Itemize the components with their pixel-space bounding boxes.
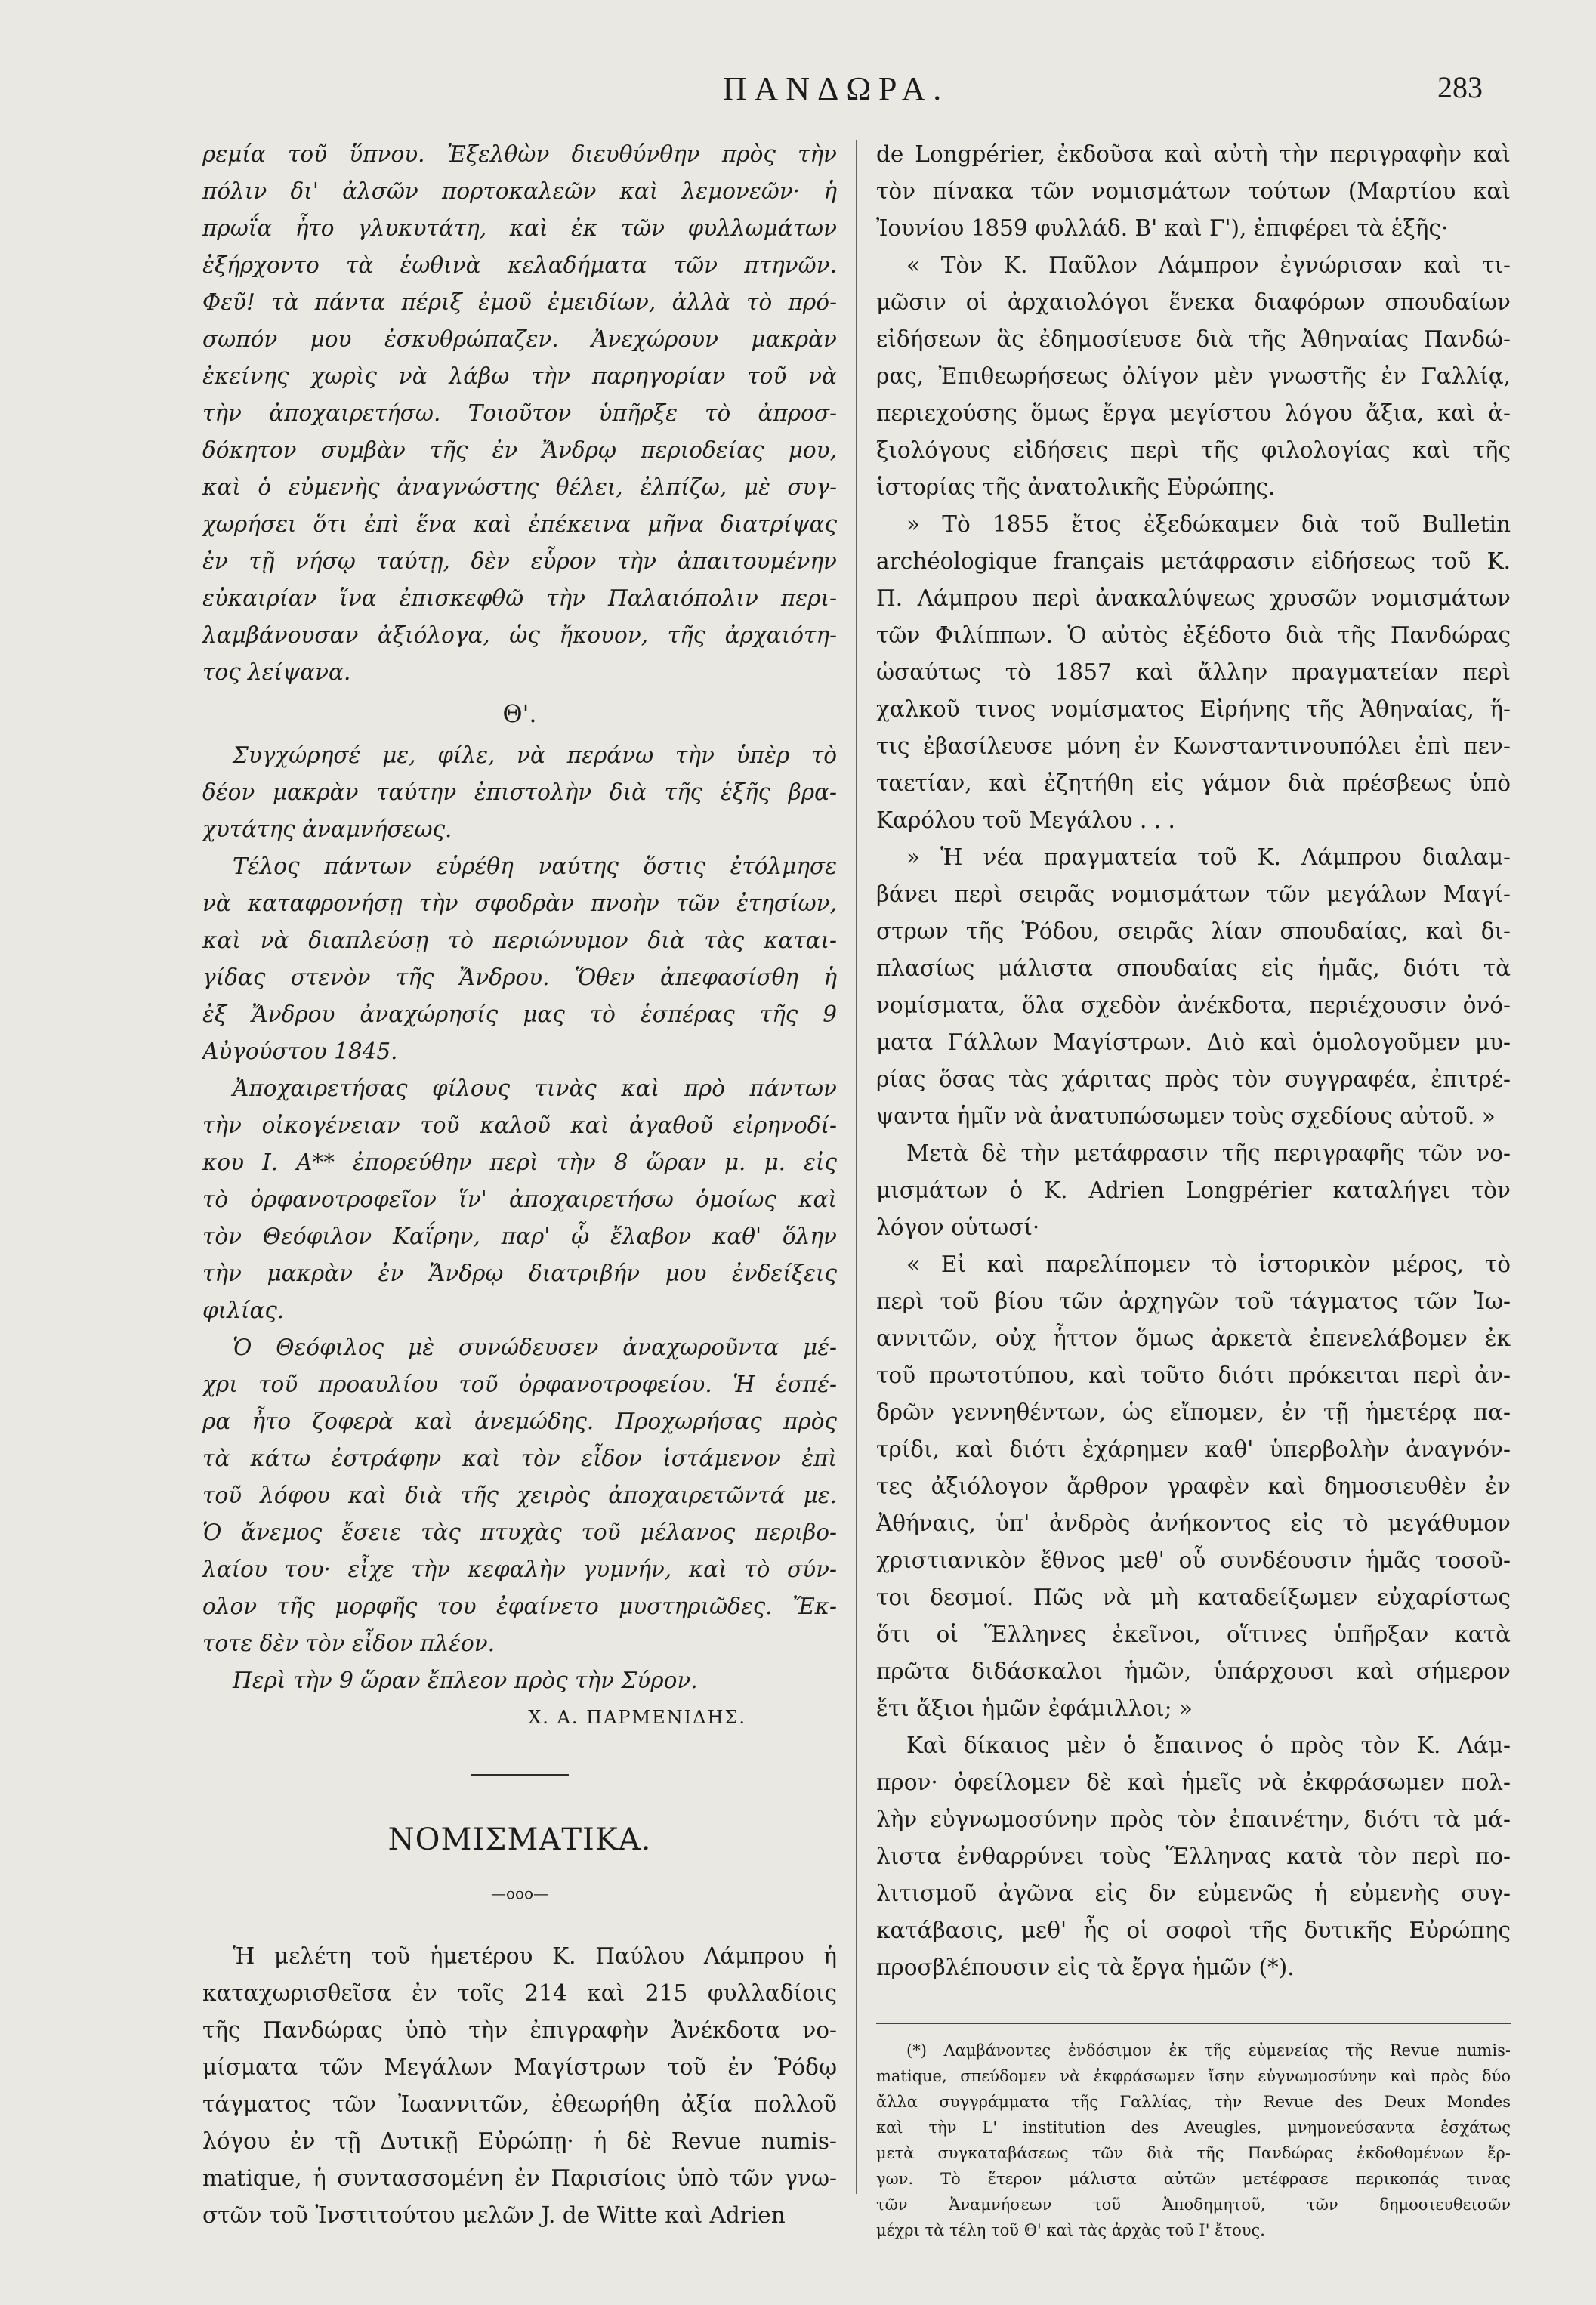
text-line: Π. Λάμπρου περὶ ἀνακαλύψεως χρυσῶν νομισμάτων [876, 585, 1511, 611]
left-para-7 [202, 1938, 837, 2234]
text-line: ψαντα ἡμῖν νὰ ἀνατυπώσωμεν τοὺς σχεδίους αὐτοῦ. » [876, 1103, 1496, 1129]
text-line: περὶ τοῦ βίου τῶν ἀρχηγῶν τοῦ τάγματος τῶν Ἰω- [876, 1288, 1511, 1314]
text-line: ολον τῆς μορφῆς του ἐφαίνετο μυστηριῶδες. Ἔκ- [202, 1594, 837, 1619]
text-line: de Longpérier, ἐκδοῦσα καὶ αὐτὴ τὴν περιγραφὴν καὶ [876, 141, 1511, 167]
text-line: τάγματος τῶν Ἰωαννιτῶν, ἐθεωρήθη ἀξία πολλοῦ [202, 2091, 837, 2117]
text-line: matique, ἡ συντασσομένη ἐν Παρισίοις ὑπὸ τῶν γνω- [202, 2165, 837, 2191]
text-line: ἄλλα συγγράμματα τῆς Γαλλίας, τὴν Revue des Deux Mondes [876, 2093, 1511, 2111]
text-line: χρι τοῦ προαυλίου τοῦ ὀρφανοτροφείου. Ἡ ἑσπέ- [202, 1372, 837, 1397]
text-line: λόγον οὑτωσί· [876, 1214, 1040, 1240]
text-line: ἐν τῇ νήσῳ ταύτῃ, δὲν εὗρον τὴν ἀπαιτουμένην [202, 548, 837, 574]
text-line: μετὰ συγκαταβάσεως τῶν διὰ τῆς Πανδώρας ἐκδοθομένων ἔρ- [876, 2144, 1511, 2162]
text-line: καταχωρισθεῖσα ἐν τοῖς 214 καὶ 215 φυλλαδίοις [202, 1980, 837, 2006]
text-line: γίδας στενὸν τῆς Ἄνδρου. Ὅθεν ἀπεφασίσθη ἡ [202, 964, 837, 990]
left-para-4 [202, 1070, 837, 1329]
text-line: δέον μακρὰν ταύτην ἐπιστολὴν διὰ τῆς ἑξῆς βρα- [202, 779, 837, 805]
section-number: Θ'. [502, 699, 537, 728]
text-line: τοῦ λόφου καὶ διὰ τῆς χειρὸς ἀποχαιρετῶντά με. [202, 1483, 837, 1508]
text-line: κατάβασις, μεθ' ἧς οἱ σοφοὶ τῆς δυτικῆς Εὐρώπης [876, 1918, 1511, 1943]
text-line: γων. Τὸ ἕτερον μάλιστα αὐτῶν μετέφρασε περικοπάς τινας [876, 2170, 1511, 2188]
text-line: Ἀποχαιρετήσας φίλους τινὰς καὶ πρὸ πάντων [233, 1075, 837, 1101]
text-line: εὐκαιρίαν ἵνα ἐπισκεφθῶ τὴν Παλαιόπολιν περι- [202, 585, 837, 611]
text-line: matique, σπεύδομεν νὰ ἐκφράσωμεν ἴσην εὐγνωμοσύνην καὶ πρὸς δύο [876, 2067, 1511, 2085]
text-line: Καὶ δίκαιος μὲν ὁ ἔπαινος ὁ πρὸς τὸν Κ. Λάμ- [906, 1733, 1511, 1758]
text-line: ὅτι οἱ Ἕλληνες ἐκεῖνοι, οἵτινες ὑπῆρξαν κατὰ [876, 1622, 1511, 1647]
left-para-6 [202, 1662, 837, 1699]
text-line: μῶσιν οἱ ἀρχαιολόγοι ἕνεκα διαφόρων σπουδαίων [876, 289, 1511, 315]
footnote [876, 2038, 1511, 2243]
text-line: τὸ ὀρφανοτροφεῖον ἵν' ἀποχαιρετήσω ὁμοίως καὶ [202, 1186, 837, 1212]
text-line: φιλίας. [202, 1298, 285, 1323]
text-line: στῶν τοῦ Ἰνστιτούτου μελῶν J. de Witte καὶ Adrien [202, 2202, 786, 2228]
text-line: τὴν μακρὰν ἐν Ἄνδρῳ διατριβήν μου ἐνδείξεις [202, 1260, 837, 1286]
text-line: Περὶ τὴν 9 ὥραν ἔπλεον πρὸς τὴν Σύρον. [233, 1668, 698, 1693]
text-line: » Τὸ 1855 ἔτος ἐξεδώκαμεν διὰ τοῦ Bulletin [906, 511, 1511, 537]
text-line: Ἀθήναις, ὑπ' ἀνδρὸς ἀνήκοντος εἰς τὸ μεγάθυμον [876, 1510, 1511, 1536]
text-line: ἐξήρχοντο τὰ ἑωθινὰ κελαδήματα τῶν πτηνῶν. [202, 252, 837, 278]
text-line: λιτισμοῦ ἀγῶνα εἰς δν εὐμενῶς ἡ εὐμενὴς συγ- [876, 1881, 1511, 1906]
heading-ornament: —ooo— [490, 1884, 549, 1902]
text-line: τὰ κάτω ἐστράφην καὶ τὸν εἶδον ἱστάμενον ἐπὶ [202, 1446, 837, 1471]
page-number: 283 [1437, 70, 1483, 104]
text-line: λὴν εὐγνωμοσύνην πρὸς τὸν ἐπαινέτην, διότι τὰ μά- [876, 1807, 1511, 1832]
left-para-3 [202, 848, 837, 1070]
text-line: Συγχώρησέ με, φίλε, νὰ περάνω τὴν ὑπὲρ τὸ [233, 742, 837, 768]
left-para-1 [202, 136, 837, 691]
text-line: καὶ ὁ εὐμενὴς ἀναγνώστης θέλει, ἐλπίζω, μὲ συγ- [202, 474, 837, 500]
text-line: ξιολόγους εἰδήσεις περὶ τῆς φιλολογίας καὶ τῆς [876, 437, 1511, 463]
text-line: Φεῦ! τὰ πάντα πέριξ ἐμοῦ ἐμειδίων, ἀλλὰ τὸ πρό- [202, 289, 837, 315]
text-line: ρεμία τοῦ ὕπνου. Ἐξελθὼν διευθύνθην πρὸς τὴν [202, 141, 837, 167]
text-line: Ὁ ἄνεμος ἔσειε τὰς πτυχὰς τοῦ μέλανος περιβο- [202, 1520, 837, 1545]
text-line: Μετὰ δὲ τὴν μετάφρασιν τῆς περιγραφῆς τῶν νο- [906, 1140, 1511, 1166]
text-line: δρῶν γεννηθέντων, ὡς εἴπομεν, ἐν τῇ ἡμετέρᾳ πα- [876, 1399, 1511, 1425]
right-para-2 [876, 247, 1511, 506]
text-line: πρωΐα ἦτο γλυκυτάτη, καὶ ἐκ τῶν φυλλωμάτων [202, 215, 837, 241]
text-line: κου Ι. Α** ἐπορεύθην περὶ τὴν 8 ὥραν μ. μ. εἰς [202, 1149, 837, 1175]
text-line: περιεχούσης ὅμως ἔργα μεγίστου λόγου ἄξια, καὶ ἀ- [876, 400, 1511, 426]
text-line: Καρόλου τοῦ Μεγάλου . . . [876, 807, 1175, 833]
text-line: προσβλέπουσιν εἰς τὰ ἔργα ἡμῶν (*). [876, 1955, 1295, 1980]
text-line: χαλκοῦ τινος νομίσματος Εἰρήνης τῆς Ἀθηναίας, ἥ- [876, 696, 1511, 722]
text-line: βάνει περὶ σειρᾶς νομισμάτων τῶν μεγάλων Μαγί- [876, 881, 1511, 907]
text-line: χριστιανικὸν ἔθνος μεθ' οὗ συνδέουσιν ἡμᾶς τοσοῦ- [876, 1547, 1511, 1573]
text-line: στρων τῆς Ῥόδου, σειρᾶς λίαν σπουδαίας, καὶ δι- [876, 918, 1511, 944]
text-line: τῶν Ἀναμνήσεων τοῦ Ἀποδημητοῦ, τῶν δημοσιευθεισῶν [876, 2195, 1511, 2214]
footnote-rule [876, 2023, 1511, 2024]
text-line: τοτε δὲν τὸν εἶδον πλέον. [202, 1631, 495, 1656]
text-line: Ὁ Θεόφιλος μὲ συνώδευσεν ἀναχωροῦντα μέ- [233, 1335, 837, 1360]
text-line: προν· ὀφείλομεν δὲ καὶ ἡμεῖς νὰ ἐκφράσωμεν πολ- [876, 1770, 1511, 1795]
text-line: πόλιν δι' ἀλσῶν πορτοκαλεῶν καὶ λεμονεῶν· ἡ [202, 178, 837, 204]
text-line: εἰδήσεων ἃς ἐδημοσίευσε διὰ τῆς Ἀθηναίας Πανδώ- [876, 326, 1511, 352]
text-line: μισμάτων ὁ Κ. Adrien Longpérier καταλήγει τὸν [876, 1177, 1511, 1203]
right-column [876, 136, 1511, 2243]
text-line: Τέλος πάντων εὑρέθη ναύτης ὅστις ἐτόλμησε [233, 853, 837, 879]
text-line: αννιτῶν, οὐχ ἧττον ὅμως ἀρκετὰ ἐπενελάβομεν ἐκ [876, 1325, 1511, 1351]
author-signature: Χ. Α. ΠΑΡΜΕΝΙΔΗΣ. [528, 1707, 746, 1728]
text-line: πλασίως μάλιστα σπουδαίας εἰς ἡμᾶς, διότι τὰ [876, 955, 1511, 981]
text-line: λόγου ἐν τῇ Δυτικῇ Εὐρώπῃ· ἡ δὲ Revue numis- [202, 2128, 837, 2154]
text-line: τες ἀξιόλογον ἄρθρον γραφὲν καὶ δημοσιευθὲν ἐν [876, 1473, 1511, 1499]
text-line: Αὐγούστου 1845. [202, 1038, 398, 1064]
journal-title: ΠΑΝΔΩΡΑ. [722, 70, 949, 107]
text-line: « Τὸν Κ. Παῦλον Λάμπρον ἐγνώρισαν καὶ τι- [906, 252, 1511, 278]
left-column [202, 136, 837, 2234]
text-line: archéologique français μετάφρασιν εἰδήσεως τοῦ Κ. [876, 548, 1511, 574]
text-line: Ἡ μελέτη τοῦ ἡμετέρου Κ. Παύλου Λάμπρου ἡ [233, 1943, 837, 1969]
right-para-6 [876, 1246, 1511, 1727]
text-line: λιστα ἐνθαρρύνει τοὺς Ἕλληνας κατὰ τὸν περὶ πο- [876, 1844, 1511, 1869]
right-para-5 [876, 1135, 1511, 1246]
text-line: μέχρι τὰ τέλη τοῦ Θ' καὶ τὰς ἀρχὰς τοῦ Ι' ἔτους. [876, 2221, 1265, 2239]
right-para-7 [876, 1727, 1511, 1986]
right-para-1 [876, 136, 1511, 247]
text-line: ὡσαύτως τὸ 1857 καὶ ἄλλην πραγματείαν περὶ [876, 659, 1511, 685]
text-line: ἔτι ἄξιοι ἡμῶν ἐφάμιλλοι; » [876, 1696, 1193, 1721]
text-line: ἐξ Ἄνδρου ἀναχώρησίς μας τὸ ἑσπέρας τῆς 9 [202, 1001, 837, 1027]
text-line: τὴν οἰκογένειαν τοῦ καλοῦ καὶ ἀγαθοῦ εἰρηνοδί- [202, 1112, 837, 1138]
left-para-5 [202, 1329, 837, 1662]
text-line: σωπόν μου ἐσκυθρώπαζεν. Ἀνεχώρουν μακρὰν [202, 326, 837, 352]
text-line: λαίου του· εἶχε τὴν κεφαλὴν γυμνήν, καὶ τὸ σύν- [202, 1557, 837, 1582]
text-line: τοῦ πρωτοτύπου, καὶ τοῦτο διότι πρόκειται περὶ ἀν- [876, 1362, 1511, 1388]
text-line: (*) Λαμβάνοντες ἐνδόσιμον ἐκ τῆς εὐμενείας τῆς Revue numis- [906, 2041, 1511, 2060]
text-line: ταετίαν, καὶ ἐζητήθη εἰς γάμον διὰ πρέσβεως ὑπὸ [876, 770, 1511, 796]
page-header [189, 69, 1483, 130]
text-line: ρα ἦτο ζοφερὰ καὶ ἀνεμώδης. Προχωρήσας πρὸς [202, 1409, 837, 1434]
text-line: τῶν Φιλίππων. Ὁ αὐτὸς ἐξέδοτο διὰ τῆς Πανδώρας [876, 622, 1511, 648]
text-line: καὶ τὴν L' institution des Aveugles, μνημονεύσαντα ἐσχάτως [876, 2118, 1511, 2137]
text-line: τὸν πίνακα τῶν νομισμάτων τούτων (Μαρτίου καὶ [876, 178, 1511, 204]
text-line: » Ἡ νέα πραγματεία τοῦ Κ. Λάμπρου διαλαμ- [906, 844, 1511, 870]
article-heading: ΝΟΜΙΣΜΑΤΙΚΑ. [387, 1822, 652, 1857]
text-line: τὸν Θεόφιλον Καΐρην, παρ' ᾧ ἔλαβον καθ' ὅλην [202, 1223, 837, 1249]
text-line: τὴν ἀποχαιρετήσω. Τοιοῦτον ὑπῆρξε τὸ ἀπροσ- [202, 400, 837, 426]
text-line: τρίδι, καὶ διότι ἐχάρημεν καθ' ὑπερβολὴν ἀναγνόν- [876, 1436, 1511, 1462]
text-line: χυτάτης ἀναμνήσεως. [202, 816, 452, 842]
text-line: ἱστορίας τῆς ἀνατολικῆς Εὐρώπης. [876, 474, 1276, 500]
right-para-4 [876, 839, 1511, 1135]
text-line: μίσματα τῶν Μεγάλων Μαγίστρων τοῦ ἐν Ῥόδῳ [202, 2054, 837, 2080]
text-line: τις ἐβασίλευσε μόνη ἐν Κωνσταντινουπόλει ἐπὶ πεν- [876, 733, 1511, 759]
text-line: τῆς Πανδώρας ὑπὸ τὴν ἐπιγραφὴν Ἀνέκδοτα νο- [202, 2017, 837, 2043]
text-line: νὰ καταφρονήσῃ τὴν σφοδρὰν πνοὴν τῶν ἐτησίων, [202, 890, 837, 916]
text-line: νομίσματα, ὅλα σχεδὸν ἀνέκδοτα, περιέχουσιν ὀνό- [876, 992, 1511, 1018]
text-line: καὶ νὰ διαπλεύσῃ τὸ περιώνυμον διὰ τὰς καται- [202, 927, 837, 953]
text-line: ἐκείνης χωρὶς νὰ λάβω τὴν παρηγορίαν τοῦ νὰ [202, 363, 837, 389]
text-line: « Εἰ καὶ παρελίπομεν τὸ ἱστορικὸν μέρος, τὸ [906, 1251, 1511, 1277]
text-line: ματα Γάλλων Μαγίστρων. Διὸ καὶ ὁμολογοῦμεν μυ- [876, 1029, 1511, 1055]
text-line: χωρήσει ὅτι ἐπὶ ἕνα καὶ ἐπέκεινα μῆνα διατρίψας [202, 511, 837, 537]
text-line: λαμβάνουσαν ἀξιόλογα, ὡς ἤκουον, τῆς ἀρχαιότη- [202, 622, 837, 648]
text-line: δόκητον συμβὰν τῆς ἐν Ἄνδρῳ περιοδείας μου, [202, 437, 837, 463]
text-line: ρας, Ἐπιθεωρήσεως ὀλίγον μὲν γνωστῆς ἐν Γαλλίᾳ, [876, 363, 1511, 389]
right-para-3 [876, 506, 1511, 839]
column-divider [856, 140, 857, 2194]
text-line: τος λείψανα. [202, 659, 351, 685]
left-para-2 [202, 737, 837, 848]
text-line: Ἰουνίου 1859 φυλλάδ. Β' καὶ Γ'), ἐπιφέρει τὰ ἑξῆς· [876, 215, 1449, 241]
section-rule [471, 1774, 569, 1776]
text-line: ρίας ὅσας τὰς χάριτας πρὸς τὸν συγγραφέα, ἐπιτρέ- [876, 1066, 1511, 1092]
text-line: πρῶτα διδάσκαλοι ἡμῶν, ὑπάρχουσι καὶ σήμερον [876, 1659, 1511, 1684]
text-line: τοι δεσμοί. Πῶς νὰ μὴ καταδείξωμεν εὐχαρίστως [876, 1584, 1511, 1610]
